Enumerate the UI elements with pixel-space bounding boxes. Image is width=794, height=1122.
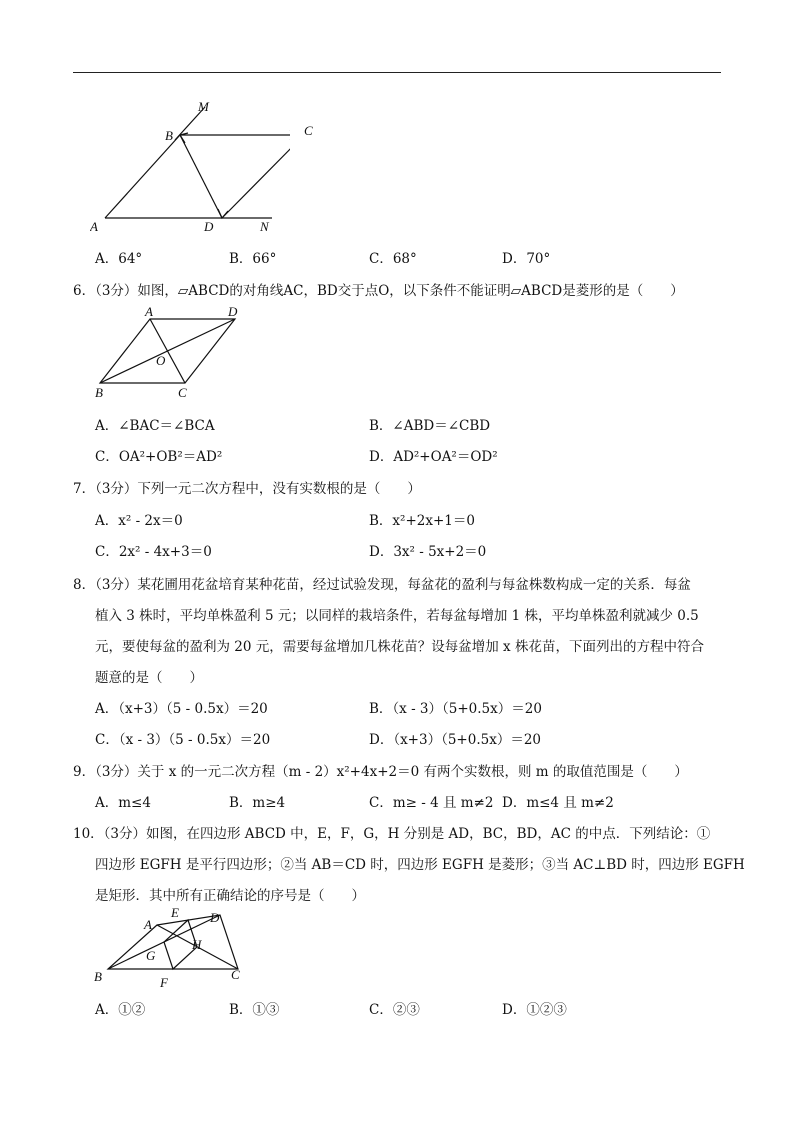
q5-label-N: N xyxy=(260,219,269,234)
q5-label-A: A xyxy=(90,219,98,234)
q8-option-b[interactable]: B．（x - 3）（5+0.5x）＝20 xyxy=(369,701,542,717)
q10-label-E: E xyxy=(171,905,179,920)
q10-label-G: G xyxy=(146,948,156,963)
q7-option-d[interactable]: D．3x² - 5x+2＝0 xyxy=(369,544,487,560)
header-rule xyxy=(73,72,721,73)
q10-label-D: D xyxy=(210,910,220,925)
q5-figure-c xyxy=(300,120,320,140)
q6-option-c[interactable]: C．OA²+OB²＝AD² xyxy=(95,449,223,465)
q6-option-b[interactable]: B．∠ABD＝∠CBD xyxy=(369,418,491,434)
q10-label-A: A xyxy=(144,917,152,932)
q6-label-C: C xyxy=(178,385,187,400)
q5-arrow-d xyxy=(218,209,228,218)
q10-line-2: 四边形 EGFH 是平行四边形；②当 AB＝CD 时，四边形 EGFH 是菱形；③当 AC⊥BD 时，四边形 EGFH xyxy=(95,857,745,873)
q5-option-b[interactable]: B．66° xyxy=(229,251,277,267)
q8-option-c[interactable]: C．（x - 3）（5 - 0.5x）＝20 xyxy=(95,732,271,748)
q5-label-M: M xyxy=(198,99,209,114)
q10-option-c[interactable]: C．②③ xyxy=(369,1002,420,1018)
q10-option-d[interactable]: D．①②③ xyxy=(502,1002,567,1018)
q6-label-O: O xyxy=(156,353,166,368)
q7-stem: 7．（3分）下列一元二次方程中，没有实数根的是（ ） xyxy=(73,481,421,497)
q8-option-a[interactable]: A．（x+3）（5 - 0.5x）＝20 xyxy=(95,701,268,717)
q10-option-b[interactable]: B．①③ xyxy=(229,1002,280,1018)
q10-option-a[interactable]: A．①② xyxy=(95,1002,146,1018)
q10-label-H: H xyxy=(192,937,202,952)
q10-label-C: C xyxy=(231,967,240,982)
q7-option-b[interactable]: B．x²+2x+1＝0 xyxy=(369,513,475,529)
q5-label-D: D xyxy=(204,219,214,234)
q5-line-BD xyxy=(180,135,222,218)
q5-label-C: C xyxy=(304,123,313,138)
q9-option-a[interactable]: A．m≤4 xyxy=(95,795,151,811)
q8-line-1: 8．（3分）某花圃用花盆培育某种花苗，经过试验发现，每盆花的盈利与每盆株数构成一定的关系．每盆 xyxy=(73,577,691,593)
q9-option-d[interactable]: D．m≤4 且 m≠2 xyxy=(502,795,614,811)
q10-line-3: 是矩形．其中所有正确结论的序号是（ ） xyxy=(95,888,365,904)
q10-figure xyxy=(90,903,255,991)
q7-option-a[interactable]: A．x² - 2x＝0 xyxy=(95,513,183,529)
q8-option-d[interactable]: D．（x+3）（5+0.5x）＝20 xyxy=(369,732,541,748)
q6-label-B: B xyxy=(95,385,103,400)
q10-label-F: F xyxy=(160,975,168,990)
q10-line-1: 10．（3分）如图，在四边形 ABCD 中，E，F，G，H 分别是 AD，BC，BD，AC 的中点．下列结论：① xyxy=(73,826,711,842)
q6-label-A: A xyxy=(145,305,153,319)
q6-diagonal-bd xyxy=(100,319,235,383)
q8-line-3: 元，要使每盆的盈利为 20 元，需要每盆增加几株花苗？设每盆增加 x 株花苗，下面列出的方程中符合 xyxy=(95,639,704,655)
q5-option-c[interactable]: C．68° xyxy=(369,251,417,267)
q9-option-c[interactable]: C．m≥ - 4 且 m≠2 xyxy=(369,795,494,811)
q7-option-c[interactable]: C．2x² - 4x+3＝0 xyxy=(95,544,212,560)
q5-line-AB xyxy=(105,135,180,218)
q8-line-4: 题意的是（ ） xyxy=(95,670,203,686)
q6-figure xyxy=(90,305,250,400)
q5-figure xyxy=(90,95,290,240)
q5-line-DC xyxy=(222,135,290,218)
q5-option-a[interactable]: A．64° xyxy=(95,251,143,267)
q6-label-D: D xyxy=(228,305,238,319)
q9-stem: 9．（3分）关于 x 的一元二次方程（m - 2）x²+4x+2＝0 有两个实数根，则 m 的取值范围是（ ） xyxy=(73,764,688,780)
q6-option-a[interactable]: A．∠BAC＝∠BCA xyxy=(95,418,215,434)
q10-label-B: B xyxy=(94,969,102,984)
q9-option-b[interactable]: B．m≥4 xyxy=(229,795,286,811)
q5-option-d[interactable]: D．70° xyxy=(502,251,551,267)
q6-stem: 6．（3分）如图，▱ABCD的对角线AC，BD交于点O，以下条件不能证明▱ABCD是菱形的是（ ） xyxy=(73,283,684,299)
q6-option-d[interactable]: D．AD²+OA²＝OD² xyxy=(369,449,498,465)
q8-line-2: 植入 3 株时，平均单株盈利 5 元；以同样的栽培条件，若每盆每增加 1 株，平均单株盈利就减少 0.5 xyxy=(95,608,699,624)
q5-label-B: B xyxy=(165,128,173,143)
